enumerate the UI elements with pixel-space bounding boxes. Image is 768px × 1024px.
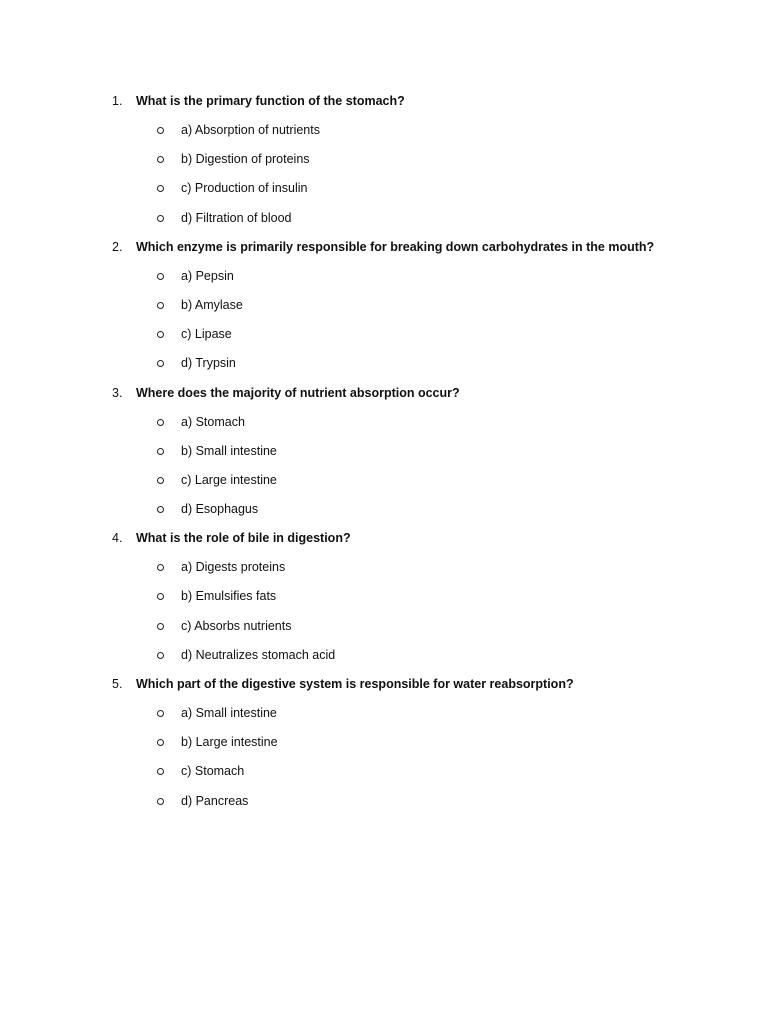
option-text: b) Small intestine (181, 443, 277, 458)
option-item (0, 353, 768, 382)
options-list (0, 703, 768, 820)
quiz-list (0, 91, 768, 820)
question-line (0, 91, 768, 112)
option-text: a) Digests proteins (181, 560, 286, 575)
hollow-circle-bullet-icon (157, 419, 164, 426)
option-text: c) Stomach (181, 764, 245, 779)
options-list (0, 557, 768, 674)
question-number: 4. (112, 531, 123, 546)
option-text: d) Filtration of blood (181, 210, 292, 225)
option-text: d) Pancreas (181, 793, 249, 808)
option-item (0, 295, 768, 324)
option-item (0, 557, 768, 586)
option-item (0, 266, 768, 295)
question-number: 3. (112, 385, 123, 400)
hollow-circle-bullet-icon (157, 360, 164, 367)
option-item (0, 412, 768, 441)
option-item (0, 586, 768, 615)
option-item (0, 791, 768, 820)
question-1 (0, 91, 768, 237)
hollow-circle-bullet-icon (157, 477, 164, 484)
question-text: Where does the majority of nutrient absorption occur? (136, 385, 460, 400)
hollow-circle-bullet-icon (157, 710, 164, 717)
option-item (0, 703, 768, 732)
question-number: 2. (112, 239, 123, 254)
hollow-circle-bullet-icon (157, 593, 164, 600)
question-number: 5. (112, 677, 123, 691)
option-text: c) Large intestine (181, 472, 277, 487)
hollow-circle-bullet-icon (157, 127, 164, 134)
option-text: a) Pepsin (181, 268, 234, 283)
option-item (0, 324, 768, 353)
option-item (0, 732, 768, 761)
hollow-circle-bullet-icon (157, 623, 164, 630)
options-list (0, 120, 768, 237)
question-line (0, 674, 768, 695)
question-number: 1. (112, 94, 123, 108)
option-item (0, 178, 768, 207)
option-item (0, 441, 768, 470)
option-text: a) Absorption of nutrients (181, 123, 320, 137)
option-text: a) Stomach (181, 414, 245, 429)
hollow-circle-bullet-icon (157, 215, 164, 222)
hollow-circle-bullet-icon (157, 273, 164, 280)
question-line (0, 237, 768, 258)
question-text: What is the primary function of the stomach? (136, 94, 405, 108)
options-list (0, 412, 768, 529)
hollow-circle-bullet-icon (157, 506, 164, 513)
option-text: c) Production of insulin (181, 181, 308, 196)
option-text: d) Trypsin (181, 356, 236, 371)
option-item (0, 149, 768, 178)
option-text: d) Neutralizes stomach acid (181, 647, 336, 662)
option-text: b) Digestion of proteins (181, 152, 310, 167)
option-item (0, 208, 768, 237)
hollow-circle-bullet-icon (157, 798, 164, 805)
option-item (0, 499, 768, 528)
hollow-circle-bullet-icon (157, 185, 164, 192)
question-5 (0, 674, 768, 820)
option-text: b) Large intestine (181, 735, 278, 750)
hollow-circle-bullet-icon (157, 739, 164, 746)
option-item (0, 645, 768, 674)
options-list (0, 266, 768, 383)
option-text: c) Lipase (181, 327, 232, 342)
hollow-circle-bullet-icon (157, 652, 164, 659)
option-text: c) Absorbs nutrients (181, 618, 292, 633)
question-4 (0, 528, 768, 674)
hollow-circle-bullet-icon (157, 448, 164, 455)
option-text: b) Amylase (181, 297, 243, 312)
question-text: What is the role of bile in digestion? (136, 531, 351, 546)
option-text: a) Small intestine (181, 706, 277, 720)
option-item (0, 616, 768, 645)
option-item (0, 761, 768, 790)
hollow-circle-bullet-icon (157, 564, 164, 571)
option-text: b) Emulsifies fats (181, 589, 277, 604)
hollow-circle-bullet-icon (157, 331, 164, 338)
question-text: Which enzyme is primarily responsible for breaking down carbohydrates in the mouth? (136, 239, 655, 254)
hollow-circle-bullet-icon (157, 302, 164, 309)
question-line (0, 383, 768, 404)
question-text: Which part of the digestive system is responsible for water reabsorption? (136, 677, 574, 691)
option-text: d) Esophagus (181, 502, 259, 517)
question-3 (0, 383, 768, 529)
hollow-circle-bullet-icon (157, 768, 164, 775)
option-item (0, 120, 768, 149)
question-2 (0, 237, 768, 383)
option-item (0, 470, 768, 499)
question-line (0, 528, 768, 549)
hollow-circle-bullet-icon (157, 156, 164, 163)
